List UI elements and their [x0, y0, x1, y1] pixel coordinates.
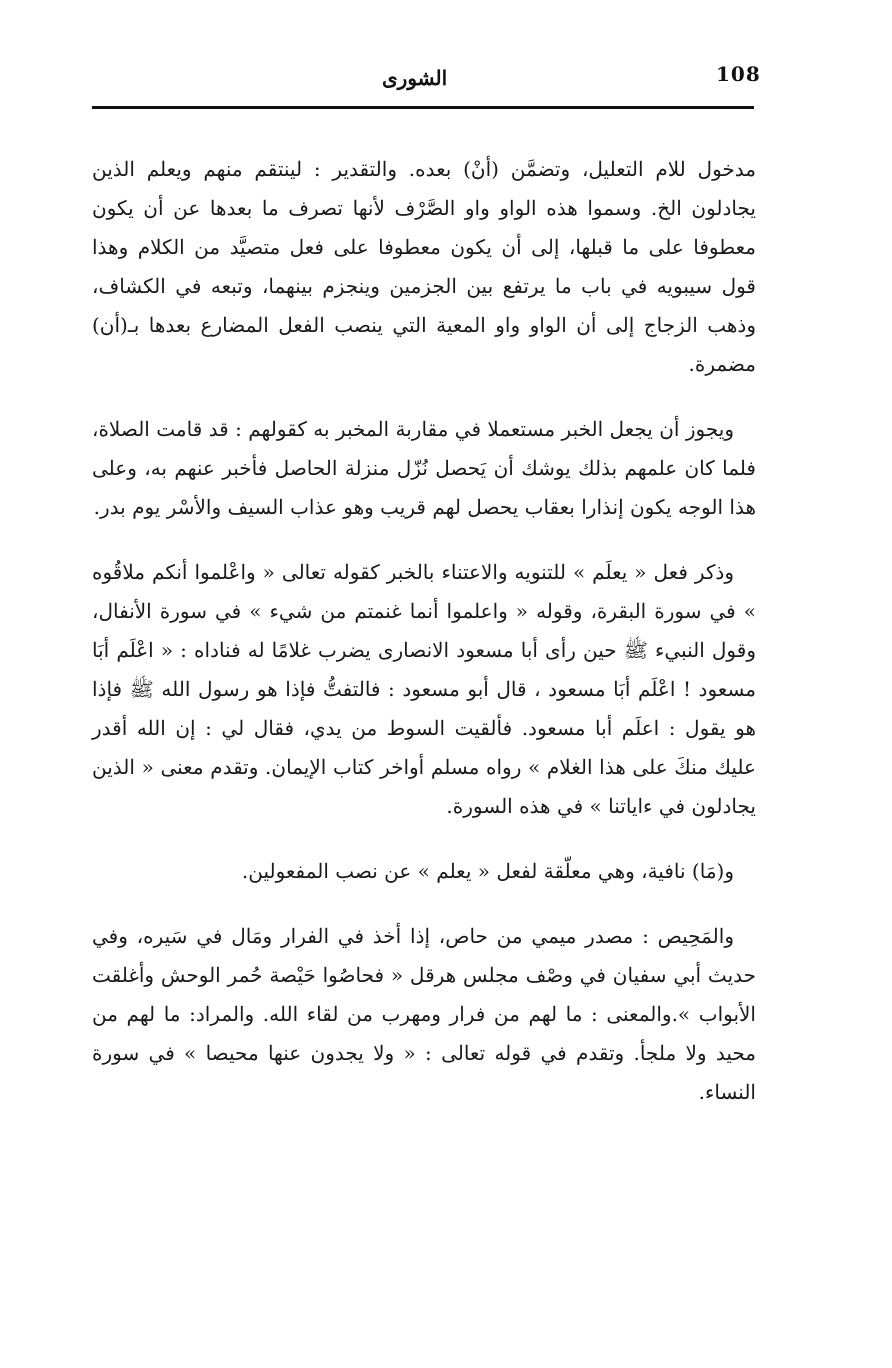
paragraph-3: وذكر فعل « يعلَم » للتنويه والاعتناء بالخبر كقوله تعالى « واعْلموا أنكم ملاقُوه » في سورة البقرة، وقوله « واعلموا أنما غنمتم من شيء » في سورة الأنفال، وقول النبيء ﷺ حين رأى أبا مسعود الانصارى يضرب غلامًا له فناداه : « اعْلَم أبَا مسعود ! اعْلَم أبَا مسعود ، قال أبو مسعود : فالتفتُّ فإذا هو رسول الله ﷺ فإذا هو يقول : اعلَم أبا مسعود. فألقيت السوط من يدي، فقال لي : إن الله أقدر عليك منكَ على هذا الغلام » رواه مسلم أواخر كتاب الإيمان. وتقدم معنى « الذين يجادلون في ءاياتنا » في هذه السورة. — [92, 560, 756, 818]
body-text — [92, 150, 756, 1112]
paragraph-2: ويجوز أن يجعل الخبر مستعملا في مقاربة المخبر به كقولهم : قد قامت الصلاة، فلما كان علمهم بذلك يوشك أن يَحصل نُزّل منزلة الحاصل فأخبر عنهم به، وعلى هذا الوجه يكون إنذارا بعقاب يحصل لهم قريب وهو عذاب السيف والأسْر يوم بدر. — [92, 417, 756, 519]
paragraph-5: والمَحِيص : مصدر ميمي من حاص، إذا أخذ في الفرار ومَال في سَيره، وفي حديث أبي سفيان في وصْف مجلس هرقل « فحاصُوا حَيْصة حُمر الوحش وأغلقت الأبواب ».والمعنى : ما لهم من فرار ومهرب من لقاء الله. والمراد: ما لهم من محيد ولا ملجأ. وتقدم في قوله تعالى : « ولا يجدون عنها محيصا » في سورة النساء. — [92, 924, 756, 1104]
paragraph-4: و(مَا) نافية، وهي معلّقة لفعل « يعلم » عن نصب المفعولين. — [241, 859, 734, 883]
page-number: 108 — [716, 62, 761, 86]
surah-title: الشورى — [382, 66, 448, 90]
running-head — [92, 58, 761, 102]
header-rule — [92, 106, 754, 109]
paragraph-1: مدخول للام التعليل، وتضمَّن (أنْ) بعده. والتقدير : لينتقم منهم ويعلم الذين يجادلون الخ. وسموا هذه الواو واو الصَّرْف لأنها تصرف ما بعدها عن أن يكون معطوفا على ما قبلها، إلى أن يكون معطوفا على فعل متصيَّد من الكلام وهذا قول سيبويه في باب ما يرتفع بين الجزمين وينجزم بينهما، وتبعه في الكشاف، وذهب الزجاج إلى أن الواو واو المعية التي ينصب الفعل المضارع بعدها بـ(أن) مضمرة. — [92, 157, 756, 376]
